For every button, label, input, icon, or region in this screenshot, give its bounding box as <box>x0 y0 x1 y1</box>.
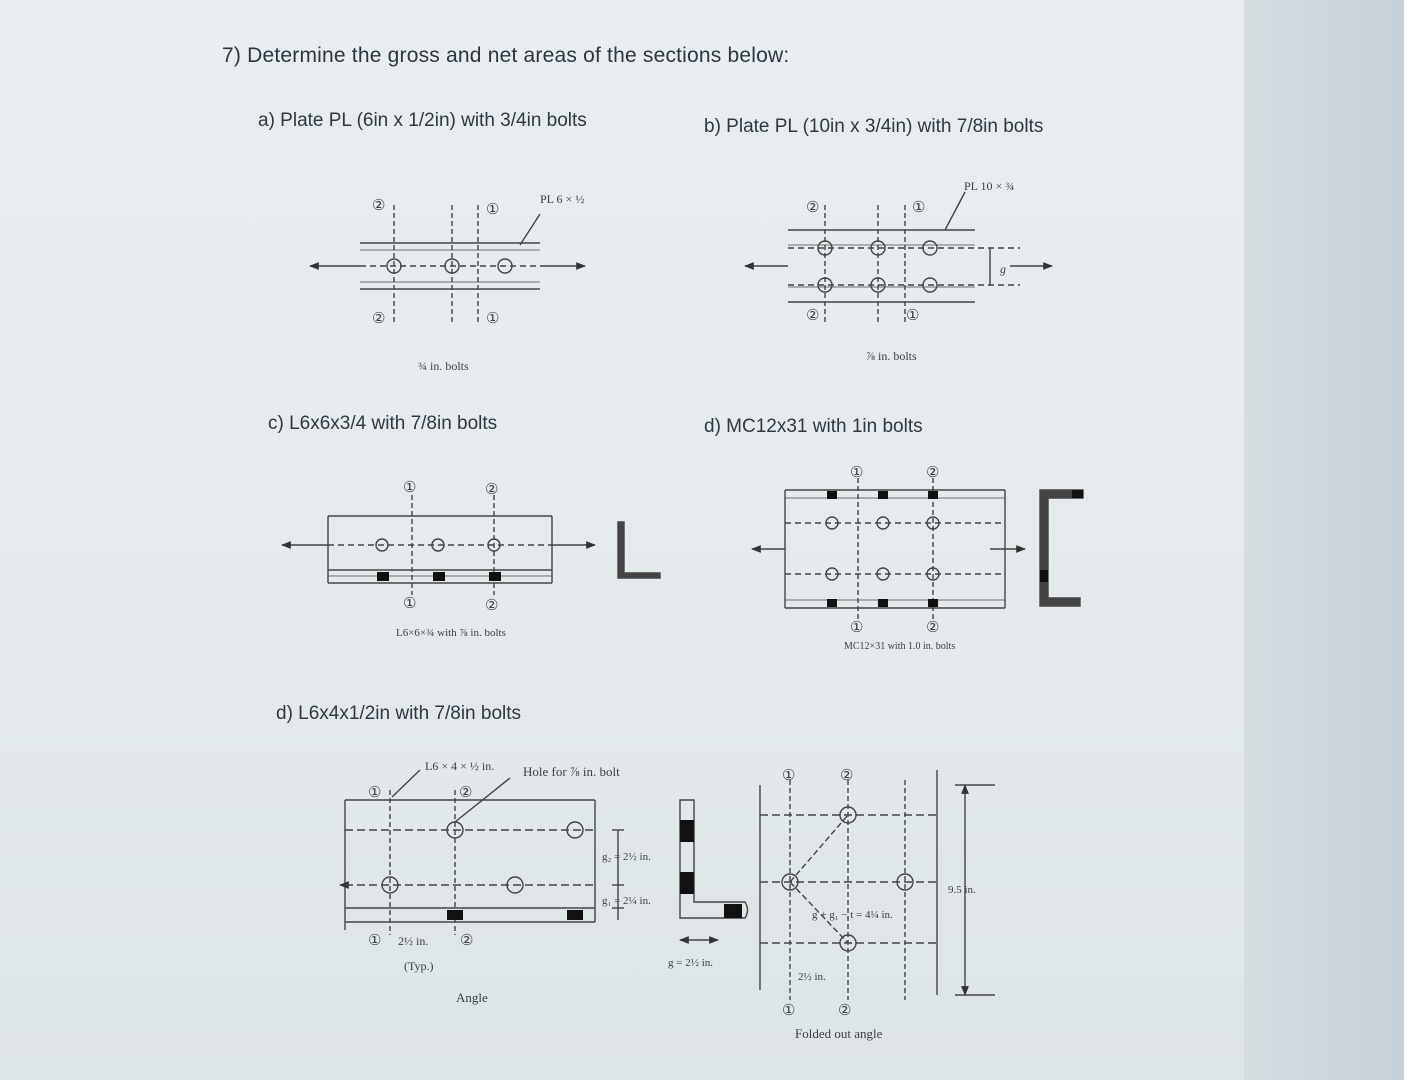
fig-e-line2-bottom: ② <box>460 933 474 949</box>
fig-c-caption: L6×6×¾ with ⅞ in. bolts <box>396 627 506 639</box>
fig-f-line2-bottom: ② <box>838 1003 852 1019</box>
fig-f-line1-top: ① <box>782 768 796 784</box>
fig-c-line1-top: ① <box>403 480 417 496</box>
fig-b-plate-label: PL 10 × ¾ <box>964 179 1015 193</box>
part-c-label: c) L6x6x3/4 with 7/8in bolts <box>268 413 498 434</box>
fig-a-plate-label: PL 6 × ½ <box>540 192 585 206</box>
figure-c-bolt-marks <box>377 572 501 581</box>
fig-a-line1-bottom: ① <box>486 311 500 327</box>
part-a-label: a) Plate PL (6in x 1/2in) with 3/4in bolts <box>258 110 587 131</box>
fig-a-line2-top: ② <box>372 198 386 214</box>
figure-b <box>745 192 1052 325</box>
fig-a-bolts-label: ¾ in. bolts <box>418 359 469 373</box>
figure-e-bolt-marks <box>447 910 583 920</box>
fig-c-line2-bottom: ② <box>485 598 499 614</box>
fig-c-line2-top: ② <box>485 482 499 498</box>
fig-f-line2-top: ② <box>840 768 854 784</box>
fig-b-line2-top: ② <box>806 200 820 216</box>
fig-d-line1-top: ① <box>850 465 864 481</box>
fig-e-g: g = 2½ in. <box>668 957 714 969</box>
figure-d <box>752 478 1083 622</box>
fig-e-g2: g₂ = 2½ in. <box>602 851 651 863</box>
fig-e-angle-designation: L6 × 4 × ½ in. <box>425 759 495 773</box>
fig-d-line2-top: ② <box>926 465 940 481</box>
part-b-label: b) Plate PL (10in x 3/4in) with 7/8in bolts <box>704 116 1044 137</box>
figure-c <box>282 495 660 595</box>
fig-b-line1-top: ① <box>912 200 926 216</box>
fig-f-folded-label: Folded out angle <box>795 1026 883 1041</box>
fig-f-line1-bottom: ① <box>782 1003 796 1019</box>
fig-e-sum: g + g₁ − t = 4¼ in. <box>812 909 893 921</box>
fig-b-line2-bottom: ② <box>806 308 820 324</box>
fig-e-line1-bottom: ① <box>368 933 382 949</box>
part-d-label: d) MC12x31 with 1in bolts <box>704 416 923 437</box>
fig-e-line1-top: ① <box>368 785 382 801</box>
fig-b-bolts-label: ⅞ in. bolts <box>866 349 917 363</box>
fig-a-line1-top: ① <box>486 202 500 218</box>
fig-d-line2-bottom: ② <box>926 620 940 636</box>
figure-a <box>310 205 585 325</box>
fig-e-width: 9.5 in. <box>948 884 976 896</box>
fig-b-line1-bottom: ① <box>906 308 920 324</box>
fig-e-spacing2: 2½ in. <box>798 971 826 983</box>
question-title: 7) Determine the gross and net areas of the sections below: <box>222 44 790 67</box>
fig-e-line2-top: ② <box>459 785 473 801</box>
fig-d-caption: MC12×31 with 1.0 in. bolts <box>844 641 956 652</box>
fig-a-line2-bottom: ② <box>372 311 386 327</box>
fig-e-angle-label: Angle <box>456 990 488 1005</box>
fig-e-g1: g₁ = 2¼ in. <box>602 895 651 907</box>
figure-e-angle-marks <box>680 820 742 918</box>
fig-b-gauge-label: g <box>1000 262 1006 276</box>
fig-e-typ: (Typ.) <box>404 959 434 973</box>
part-e-label: d) L6x4x1/2in with 7/8in bolts <box>276 703 522 724</box>
fig-c-line1-bottom: ① <box>403 596 417 612</box>
fig-e-hole-label: Hole for ⅞ in. bolt <box>523 764 620 779</box>
fig-d-line1-bottom: ① <box>850 620 864 636</box>
fig-e-spacing: 2½ in. <box>398 934 429 948</box>
